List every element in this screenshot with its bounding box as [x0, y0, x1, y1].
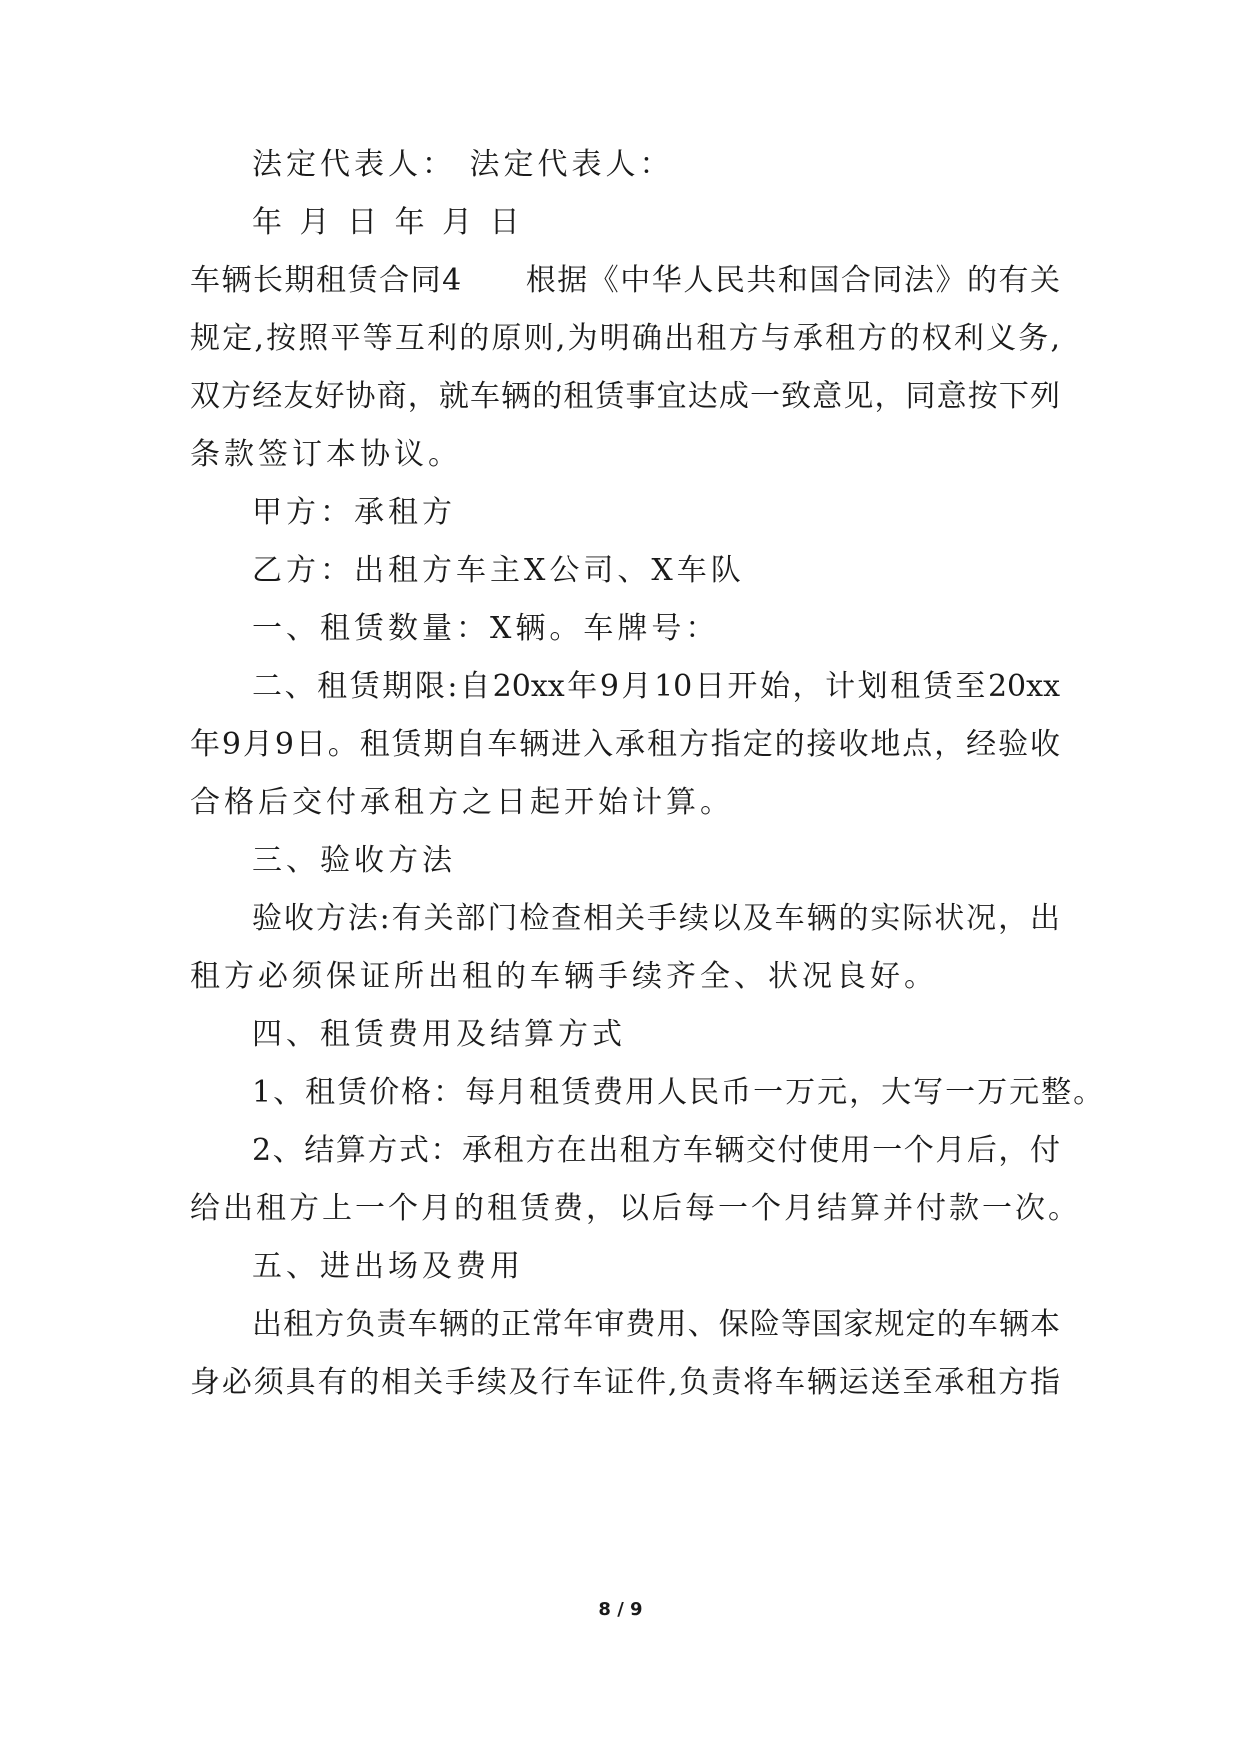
signature-line: 法定代表人： 法定代表人： — [252, 147, 674, 182]
paragraph-line: 条款签订本协议。 — [190, 437, 462, 472]
paragraph-line: 规定,按照平等互利的原则,为明确出租方与承租方的权利义务, — [190, 321, 1060, 356]
paragraph-line: 验收方法:有关部门检查相关手续以及车辆的实际状况，出 — [252, 901, 1060, 936]
section-heading: 四、租赁费用及结算方式 — [252, 1017, 626, 1052]
paragraph-line: 车辆长期租赁合同4 根据《中华人民共和国合同法》的有关 — [190, 263, 1060, 298]
date-line: 年 月 日 年 月 日 — [252, 205, 524, 240]
paragraph-line: 身必须具有的相关手续及行车证件,负责将车辆运送至承租方指 — [190, 1365, 1060, 1400]
section-heading: 一、租赁数量：X辆。车牌号： — [252, 611, 720, 646]
paragraph-line: 1、租赁价格：每月租赁费用人民币一万元，大写一万元整。 — [252, 1075, 1106, 1110]
paragraph-line: 合格后交付承租方之日起开始计算。 — [190, 785, 734, 820]
section-heading: 五、进出场及费用 — [252, 1249, 524, 1284]
paragraph-line: 年9月9日。租赁期自车辆进入承租方指定的接收地点，经验收 — [190, 727, 1060, 762]
paragraph-line: 二、租赁期限:自20xx年9月10日开始，计划租赁至20xx — [252, 669, 1060, 704]
paragraph-line: 2、结算方式：承租方在出租方车辆交付使用一个月后，付 — [252, 1133, 1060, 1168]
party-b-line: 乙方：出租方车主X公司、X车队 — [252, 553, 745, 588]
section-heading: 三、验收方法 — [252, 843, 456, 878]
paragraph-line: 出租方负责车辆的正常年审费用、保险等国家规定的车辆本 — [252, 1307, 1060, 1342]
party-a-line: 甲方：承租方 — [252, 495, 456, 530]
paragraph-line: 租方必须保证所出租的车辆手续齐全、状况良好。 — [190, 959, 938, 994]
paragraph-line: 双方经友好协商，就车辆的租赁事宜达成一致意见，同意按下列 — [190, 379, 1060, 414]
paragraph-line: 给出租方上一个月的租赁费，以后每一个月结算并付款一次。 — [190, 1191, 1081, 1226]
page-number: 8 / 9 — [598, 1599, 643, 1620]
